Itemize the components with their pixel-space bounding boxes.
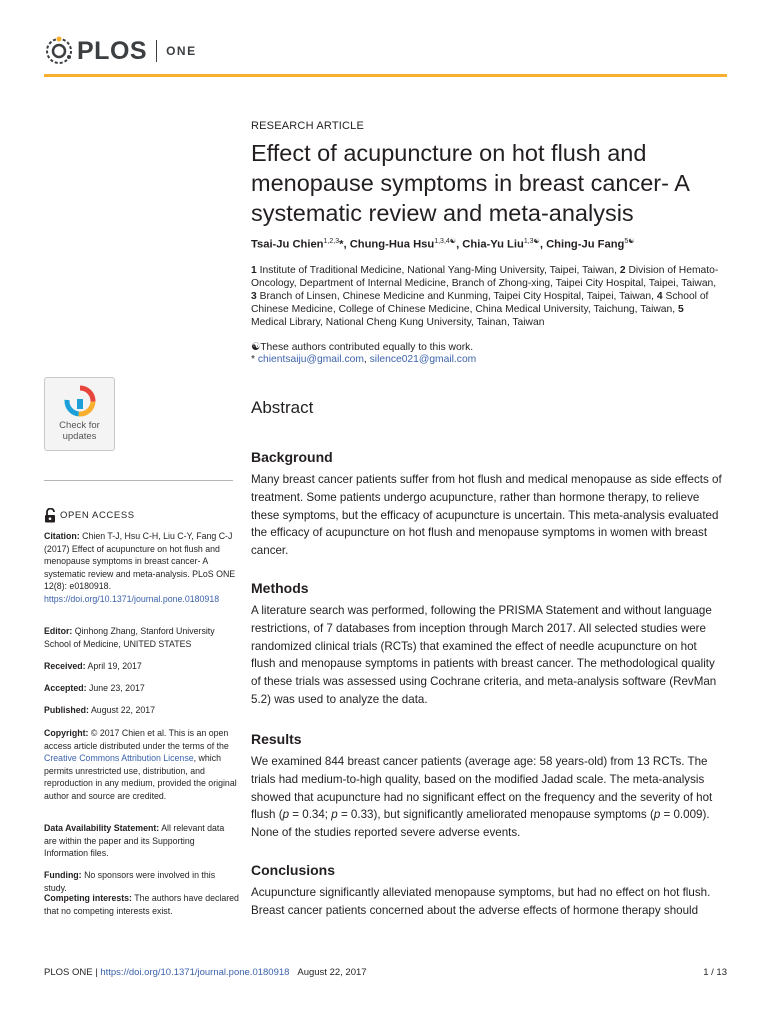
methods-paragraph: A literature search was performed, following the PRISMA Statement and without language restrictions, of 7 databases from inception through March 2017. All selected studies were randomized clinical trials (RCTs) that examined the effect of needle acupuncture on hot flush and menopause symptoms in patients with breast cancer. The methodological quality of these trials was assessed using Cochrane criteria, and meta-analysis software (RevMan 5.2) was used to analyze the data. xyxy=(251,604,717,706)
page-footer xyxy=(44,967,727,978)
results-heading: Results xyxy=(251,731,302,747)
affiliation-text: Institute of Traditional Medicine, National Yang-Ming University, Taipei, Taiwan, xyxy=(259,265,617,276)
logo-plos-text: PLOS xyxy=(77,36,148,65)
funding-label: Funding: xyxy=(44,870,82,880)
corresponding-emails xyxy=(251,354,476,365)
affiliation-text: Division of Hemato-Oncology, Department of Internal Medicine, Branch of Zhong-xing, Taipei City Hospital, Taipei, Taiwan, xyxy=(251,265,719,289)
copyright-text-after: , which permits unrestricted use, distribution, and reproduction in any medium, provided the original author and source are credited. xyxy=(44,753,237,801)
citation-block xyxy=(44,530,239,605)
plos-logo-mark-icon xyxy=(44,36,74,66)
footer-date: August 22, 2017 xyxy=(297,967,367,978)
accepted-date xyxy=(44,682,239,695)
page-number: 1 / 13 xyxy=(703,967,727,978)
affiliation-text: School of Chinese Medicine, College of Chinese Medicine, China Medical University, Taichung, Taiwan, xyxy=(251,291,709,315)
received-label: Received: xyxy=(44,661,86,671)
author-list xyxy=(251,237,731,251)
conclusions-heading: Conclusions xyxy=(251,862,336,878)
open-access-badge xyxy=(44,508,135,523)
data-availability-text: All relevant data are within the paper and its Supporting Information files. xyxy=(44,823,225,858)
logo-divider xyxy=(156,40,157,62)
editor-text: Qinhong Zhang, Stanford University School of Medicine, UNITED STATES xyxy=(44,626,215,649)
p-symbol: p xyxy=(282,808,290,822)
affiliations xyxy=(251,264,721,329)
received-date xyxy=(44,660,239,673)
affiliation-number: 2 xyxy=(619,265,626,276)
data-availability-label: Data Availability Statement: xyxy=(44,823,160,833)
article-type: RESEARCH ARTICLE xyxy=(251,120,365,132)
competing-interests-text: The authors have declared that no competing interests exist. xyxy=(44,893,239,916)
sidebar-divider xyxy=(44,480,233,481)
logo-journal-text: ONE xyxy=(166,44,197,58)
competing-interests-label: Competing interests: xyxy=(44,893,132,903)
check-updates-icon xyxy=(64,385,96,417)
author-name[interactable]: Ching-Ju Fang xyxy=(546,238,625,251)
copyright-text: © 2017 Chien et al. This is an open access article distributed under the terms of the xyxy=(44,728,229,751)
open-access-label: OPEN ACCESS xyxy=(60,510,135,521)
p-symbol: p xyxy=(331,808,338,822)
results-text: We examined 844 breast cancer patients (average age: 58 years-old) from 13 RCTs. The trials had medium-to-high quality, based on the modified Jadad scale. The meta-analysis showed that acupuncture had no significant effect on the frequency and the severity of hot flush ( xyxy=(251,755,713,822)
data-availability-block xyxy=(44,822,239,860)
citation-doi-link[interactable]: https://doi.org/10.1371/journal.pone.0180918 xyxy=(44,593,220,604)
license-link[interactable]: Creative Commons Attribution License xyxy=(44,753,194,763)
published-date xyxy=(44,704,239,717)
citation-text: Chien T-J, Hsu C-H, Liu C-Y, Fang C-J (2017) Effect of acupuncture on hot flush and menopause symptoms in breast cancer- A systematic review and meta-analysis. PLoS ONE 12(8): e0180918. xyxy=(44,531,236,591)
background-paragraph: Many breast cancer patients suffer from hot flush and medical menopause as side effects of treatment. Some patients undergo acupuncture, rather than hormone therapy, to relieve these symptoms, but the efficacy of acupuncture is uncertain. This meta-analysis evaluated the efficacy of acupuncture on hot flush and menopause symptoms in women with breast cancer. xyxy=(251,473,722,558)
open-lock-icon xyxy=(44,508,57,523)
header-rule xyxy=(44,74,727,77)
editor-block xyxy=(44,625,239,650)
copyright-block xyxy=(44,727,239,802)
author-name[interactable]: Tsai-Ju Chien xyxy=(251,238,324,251)
background-heading: Background xyxy=(251,449,333,465)
author-affiliation-sup: 1,3☯ xyxy=(523,238,540,245)
affiliation-number: 4 xyxy=(656,291,663,302)
received-value: April 19, 2017 xyxy=(87,661,142,671)
equal-contribution-note: ☯These authors contributed equally to this work. xyxy=(251,342,474,353)
email-prefix: * xyxy=(251,354,258,365)
funding-text: No sponsors were involved in this study. xyxy=(44,870,216,893)
results-paragraph xyxy=(251,753,723,842)
author-separator: , xyxy=(456,238,463,251)
abstract-heading: Abstract xyxy=(251,398,314,417)
author-name[interactable]: Chung-Hua Hsu xyxy=(349,238,435,251)
affiliation-number: 1 xyxy=(251,265,257,276)
affiliation-text: Branch of Linsen, Chinese Medicine and Kunming, Taipei City Hospital, Taipei, Taiwan, xyxy=(259,291,654,302)
p-symbol: p xyxy=(653,808,661,822)
funding-block xyxy=(44,869,239,894)
author-separator: , xyxy=(539,238,547,251)
author-name[interactable]: Chia-Yu Liu xyxy=(462,238,524,251)
citation-label: Citation: xyxy=(44,531,80,541)
email-separator: , xyxy=(363,354,370,365)
copyright-label: Copyright: xyxy=(44,728,89,738)
author-affiliation-sup: 1,2,3 xyxy=(323,238,340,245)
affiliation-text: Medical Library, National Cheng Kung University, Tainan, Taiwan xyxy=(251,317,545,328)
published-value: August 22, 2017 xyxy=(90,705,156,715)
affiliation-number: 3 xyxy=(251,291,257,302)
results-text: = 0.33), but significantly ameliorated menopause symptoms ( xyxy=(337,808,654,822)
author-affiliation-sup: 1,3,4☯ xyxy=(434,238,457,245)
email-link[interactable]: chientsaiju@gmail.com xyxy=(257,354,364,365)
conclusions-paragraph: Acupuncture significantly alleviated menopause symptoms, but had no effect on hot flush. Breast cancer patients concerned about the adverse effects of hormone therapy should xyxy=(251,886,711,917)
editor-label: Editor: xyxy=(44,626,73,636)
footer-journal: PLOS ONE | xyxy=(44,967,101,978)
author-separator: *, xyxy=(339,238,350,251)
accepted-value: June 23, 2017 xyxy=(88,683,145,693)
footer-doi-link[interactable]: https://doi.org/10.1371/journal.pone.0180918 xyxy=(100,967,290,978)
results-text: = 0.34; xyxy=(289,808,332,822)
results-text: = 0.009). None of the studies reported severe adverse events. xyxy=(251,808,710,840)
check-for-updates-button[interactable] xyxy=(44,377,115,451)
email-link[interactable]: silence021@gmail.com xyxy=(369,354,477,365)
article-title: Effect of acupuncture on hot flush and menopause symptoms in breast cancer- A systematic review and meta-analysis xyxy=(251,140,689,226)
check-updates-label: Check for updates xyxy=(59,420,100,442)
author-affiliation-sup: 5☯ xyxy=(624,238,635,245)
published-label: Published: xyxy=(44,705,89,715)
competing-interests-block xyxy=(44,892,239,917)
plos-one-logo[interactable] xyxy=(44,34,197,68)
accepted-label: Accepted: xyxy=(44,683,87,693)
affiliation-number: 5 xyxy=(677,304,684,315)
methods-heading: Methods xyxy=(251,580,309,596)
